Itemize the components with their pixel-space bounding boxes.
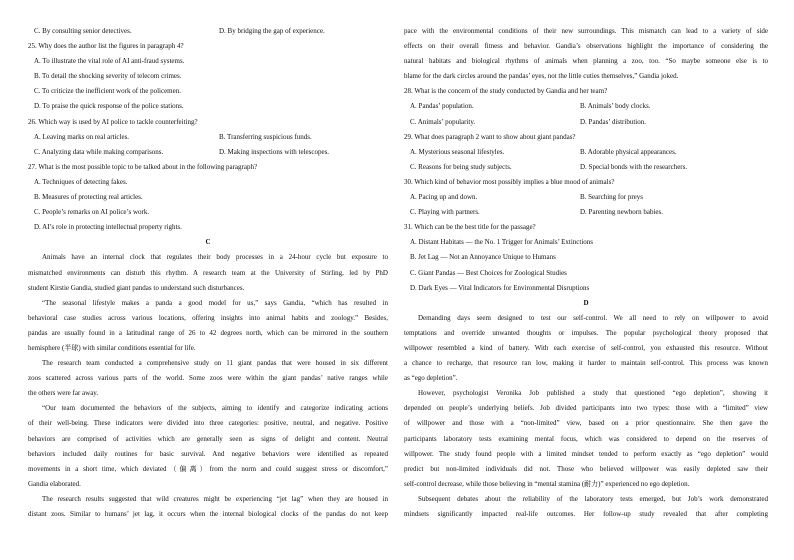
q28-options-ab bbox=[404, 99, 768, 114]
q30-option-d: D. Parenting newborn babies. bbox=[580, 208, 664, 217]
passage-c-line: of their well-being. These indicators were divided into three categories: positive, neutral, and negative. Positive bbox=[28, 419, 388, 428]
passage-c-cont-line: effects on their overall fitness and behavior. Gandia’s observations highlight the importance of considering the bbox=[404, 42, 768, 51]
passage-d-line: However, psychologist Veronika Job published a study that questioned “ego depletion”, showing it bbox=[418, 389, 768, 398]
passage-c-line: mismatched environments can disturb this rhythm. A research team at the University of Stirling, led by PhD bbox=[28, 268, 388, 277]
q31-option-a: A. Distant Habitats — the No. 1 Trigger for Animals’ Extinctions bbox=[410, 238, 594, 247]
passage-d-line: temptations and override unwanted thoughts or impulses. The popular psychological theory proposed that bbox=[404, 328, 768, 337]
q28-option-c: C. Animals’ popularity. bbox=[410, 117, 476, 126]
q31-option-c: C. Giant Pandas — Best Choices for Zoological Studies bbox=[410, 268, 567, 277]
q29-options-ab bbox=[404, 145, 768, 160]
q26-question: 26. Which way is used by AI police to tackle counterfeiting? bbox=[28, 117, 198, 126]
q24-option-d: D. By bridging the gap of experience. bbox=[219, 27, 325, 35]
passage-d-line: a chance to recharge, that resource ran low, making it harder to maintain self-control. This process was known bbox=[404, 359, 768, 368]
passage-c-line: distant zoos. Similar to humans’ jet lag, it occurs when the internal biological clocks of the pandas do not keep bbox=[28, 510, 388, 518]
q27-option-d: D. AI’s role in protecting intellectual property rights. bbox=[34, 223, 182, 232]
passage-c-line: “The seasonal lifestyle makes a panda a good model for us,” says Gandia, “which has resulted in bbox=[42, 298, 388, 307]
q26-options-ab bbox=[28, 130, 388, 145]
passage-d-line: self-control decrease, while those believing in “mental stamina (耐力)” experienced no ego depletion. bbox=[404, 479, 690, 488]
q31-option-d: D. Dark Eyes — Vital Indicators for Environmental Disruptions bbox=[410, 283, 590, 292]
q30-options-cd bbox=[404, 205, 768, 220]
section-c-heading: C bbox=[205, 238, 211, 247]
passage-d-line: of willpower and those with a “non-limited” view, based on a prior questionnaire. She then gave the bbox=[404, 419, 768, 428]
passage-d-line: Demanding days seem designed to test our self-control. We all need to rely on willpower to avoid bbox=[418, 313, 768, 322]
q28-question: 28. What is the concern of the study conducted by Gandia and her team? bbox=[404, 87, 608, 96]
passage-c-line: hemisphere (半球) with similar conditions essential for life. bbox=[28, 343, 196, 352]
q28-option-a: A. Pandas’ population. bbox=[410, 102, 474, 111]
passage-c-line: behaviors included daily routines for basic survival. And negative behaviors were identified as repeated bbox=[28, 449, 388, 458]
q29-option-d: D. Special bonds with the researchers. bbox=[580, 162, 688, 171]
passage-c-line: behavioral case studies across various locations, offering insights into animal habits and zoology.” Besides, bbox=[28, 313, 388, 322]
q30-options-ab bbox=[404, 190, 768, 205]
passage-c-line: zoos scattered across various parts of the world. Some zoos were within the giant pandas’ native ranges while bbox=[28, 374, 388, 383]
passage-d-line: willpower. The study found people with a limited mindset tended to perform exactly as “ego depletion” would bbox=[404, 449, 768, 458]
q28-option-b: B. Animals’ body clocks. bbox=[580, 102, 651, 111]
q30-option-c: C. Playing with partners. bbox=[410, 208, 480, 217]
passage-d-line: willpower resembled a kind of battery. With each exercise of self-control, you exhausted this resource. Without bbox=[404, 343, 768, 352]
q25-question: 25. Why does the author list the figures in paragraph 4? bbox=[28, 42, 184, 51]
passage-c-cont-line: blame for the dark circles around the pandas’ eyes, not the little cuties themselves,” Gandia joked. bbox=[404, 72, 679, 81]
section-d-heading: D bbox=[583, 298, 589, 307]
passage-c-line: Animals have an internal clock that regulates their body processes in a 24-hour cycle but exposure to bbox=[42, 253, 388, 262]
q30-option-a: A. Pacing up and down. bbox=[410, 193, 478, 202]
left-column bbox=[28, 24, 388, 522]
q31-option-b: B. Jet Lag — Not an Annoyance Unique to Humans bbox=[410, 253, 556, 262]
passage-c-line: “Our team documented the behaviors of the subjects, aiming to identify and categorize indicating actions bbox=[42, 404, 388, 413]
q25-option-a: A. To illustrate the vital role of AI anti-fraud systems. bbox=[34, 57, 185, 66]
passage-c-cont-line: pace with the environmental conditions of their new surroundings. This mismatch can lead to a variety of side bbox=[404, 27, 768, 35]
q24-option-c: C. By consulting senior detectives. bbox=[34, 27, 132, 35]
passage-d-line: Subsequent debates about the reliability of the laboratory tests emerged, but Job’s work demonstrated bbox=[418, 494, 768, 503]
q29-option-b: B. Adorable physical appearances. bbox=[580, 147, 677, 156]
q30-option-b: B. Searching for preys bbox=[580, 193, 643, 202]
q26-option-c: C. Analyzing data while making comparisons. bbox=[34, 147, 164, 156]
q28-options-cd bbox=[404, 115, 768, 130]
passage-d-line: depended on people’s underlying beliefs. Job divided participants into two types: those with a “limited” view bbox=[404, 404, 768, 413]
q27-option-a: A. Techniques of detecting fakes. bbox=[34, 177, 128, 186]
passage-c-line: pandas are usually found in a latitudinal range of 26 to 42 degrees north, which can be mirrored in the southern bbox=[28, 328, 388, 337]
right-column bbox=[404, 24, 768, 522]
passage-c-line: Gandia elaborated. bbox=[28, 479, 81, 488]
q24-options-cd bbox=[28, 24, 388, 39]
passage-d-line: participants laboratory tests examining mental focus, which was considered to depend on the reserves of bbox=[404, 434, 768, 443]
q26-option-d: D. Making inspections with telescopes. bbox=[219, 147, 330, 156]
q29-options-cd bbox=[404, 160, 768, 175]
q29-option-c: C. Reasons for being study subjects. bbox=[410, 162, 512, 171]
q25-option-c: C. To criticize the inefficient work of the policemen. bbox=[34, 87, 181, 96]
q26-option-b: B. Transferring suspicious funds. bbox=[219, 132, 312, 141]
passage-c-line: The research team conducted a comprehensive study on 11 giant pandas that were housed in six different bbox=[42, 359, 388, 368]
passage-c-line: the others were far away. bbox=[28, 389, 99, 398]
q25-option-d: D. To praise the quick response of the police stations. bbox=[34, 102, 184, 111]
q26-options-cd bbox=[28, 145, 388, 160]
q26-option-a: A. Leaving marks on real articles. bbox=[34, 132, 130, 141]
q30-question: 30. Which kind of behavior most possibly implies a blue mood of animals? bbox=[404, 177, 615, 186]
passage-d-line: mindsets significantly impacted real-life outcomes. Her follow-up study revealed that after completing bbox=[404, 510, 768, 518]
passage-d-line: predict but non-limited individuals did not. Those who believed willpower was easily depleted saw their bbox=[404, 464, 768, 473]
passage-c-line: student Kirstie Gandia, studied giant pandas to understand such disturbances. bbox=[28, 283, 245, 292]
passage-d-line: as “ego depletion”. bbox=[404, 374, 458, 383]
q27-option-b: B. Measures of protecting real articles. bbox=[34, 193, 143, 202]
passage-c-cont-line: natural habitats and biological rhythms of animals when planning a zoo, too. “So maybe someone else is to bbox=[404, 57, 768, 66]
passage-c-line: The research results suggested that wild creatures might be experiencing “jet lag” when they are housed in bbox=[42, 494, 388, 503]
q27-question: 27. What is the most possible topic to be talked about in the following paragraph? bbox=[28, 162, 258, 171]
q27-option-c: C. People’s remarks on AI police’s work. bbox=[34, 208, 150, 217]
q29-option-a: A. Mysterious seasonal lifestyles. bbox=[410, 147, 505, 156]
q25-option-b: B. To detail the shocking severity of telecom crimes. bbox=[34, 72, 182, 81]
passage-c-line: movements in a short time, which deviated（偏离）from the norm and could suggest stress or discomfort,” bbox=[28, 464, 388, 473]
passage-c-line: behaviors are comprised of activities which are generally seen as signs of delight and content. Neutral bbox=[28, 434, 388, 443]
q31-question: 31. Which can be the best title for the passage? bbox=[404, 223, 536, 232]
q28-option-d: D. Pandas’ distribution. bbox=[580, 117, 646, 126]
q29-question: 29. What does paragraph 2 want to show about giant pandas? bbox=[404, 132, 576, 141]
